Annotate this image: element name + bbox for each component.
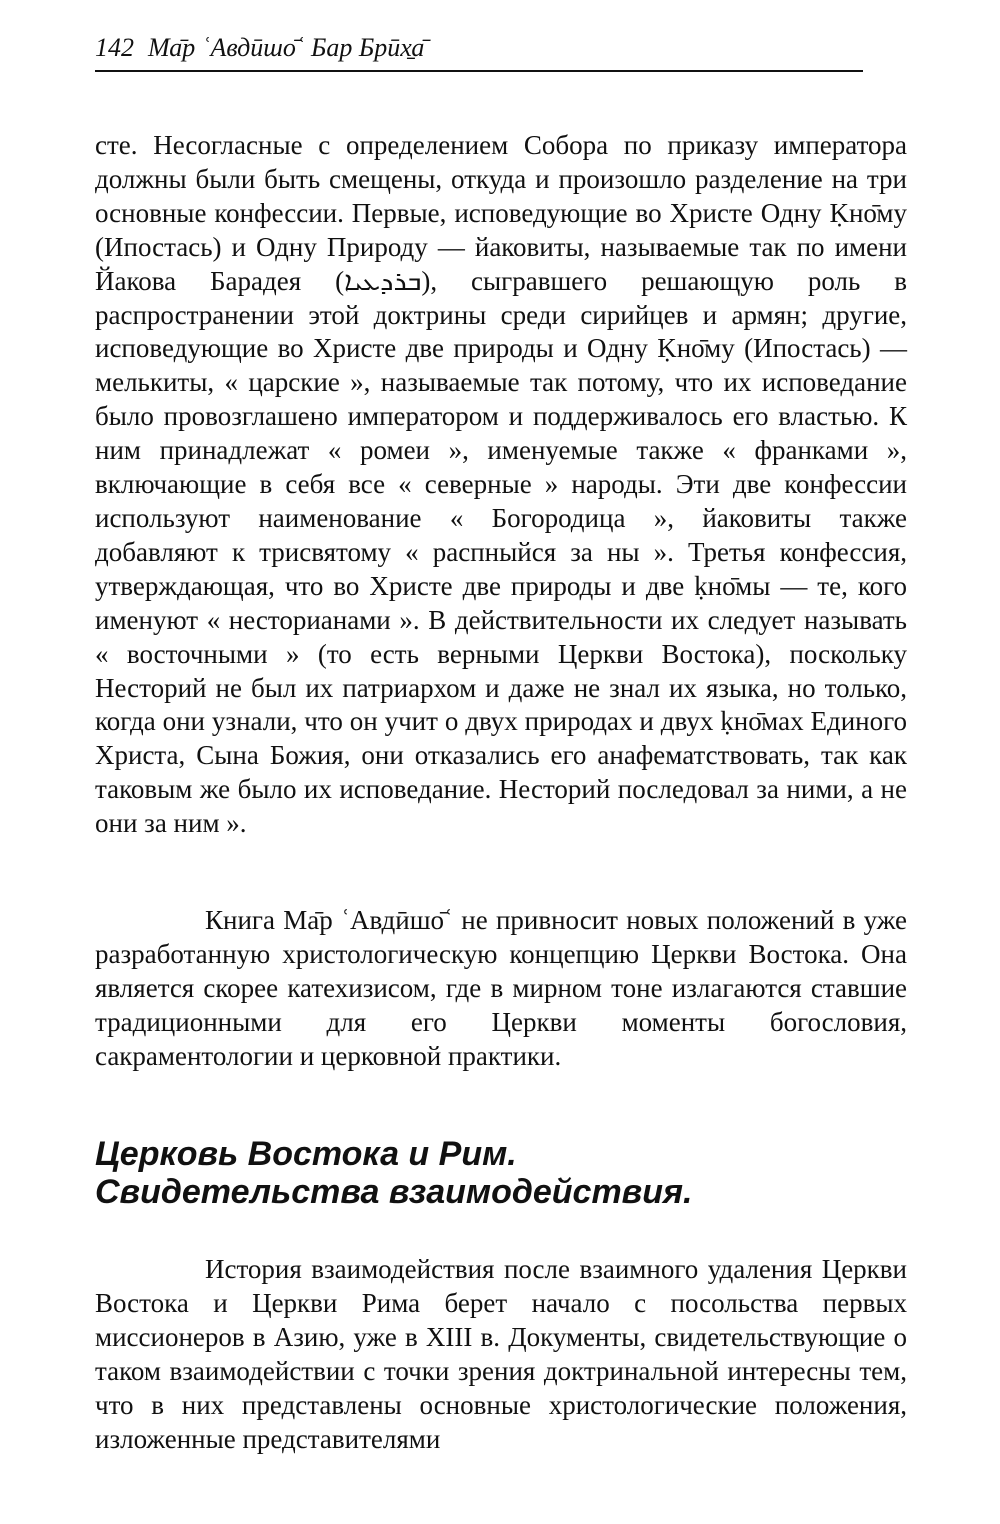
page-number: 142 [95,33,134,62]
running-head [95,30,863,72]
body-paragraph-1: сте. Несогласные с определением Собора по приказу императора должны были быть смещены, откуда и произошло разделение на три основные конфессии. Первые, исповедующие во Христе Одну Ḳно̄му (Ипостась) и Одну Природу — йаковиты, называемые так по имени Йакова Барадея (ܒܪܕܥܝܐ), сыгравшего решающую роль в распространении этой доктрины среди сирийцев и армян; другие, исповедующие во Христе две природы и Одну Ḳно̄му (Ипостась) — мелькиты, « царские », называемые так потому, что их исповедание было провозглашено императором и поддерживалось его властью. К ним принадлежат « ромеи », именуемые также « франками », включающие в себя все « северные » народы. Эти две конфессии используют наименование « Богородица », йаковиты также добавляют к трисвятому « распныйся за ны ». Третья конфессия, утверждающая, что во Христе две природы и две ḳно̄мы — те, кого именуют « несторианами ». В действительности их следует называть « восточными » (то есть верными Церкви Востока), поскольку Несторий не был их патриархом и даже не знал их языка, но только, когда они узнали, что он учит о двух природах и двух ḳно̄мах Единого Христа, Сына Божия, они отказались его анафематствовать, так как таковым же было их исповедание. Несторий последовал за ними, а не они за ним ». [95,130,907,839]
body-paragraph-3: История взаимодействия после взаимного удаления Церкви Востока и Церкви Рима берет начало с посольства первых миссионеров в Азию, уже в XIII в. Документы, свидетельствующие о таком взаимодействии с точки зрения доктринальной интересны тем, что в них представлены основные христологические положения, изложенные представителями [95,1254,907,1454]
running-title: Ма̄р ʿАвдӣшо̄ʿ Бар Брӣх̱а̄ [148,33,425,62]
section-heading-line-1: Церковь Востока и Рим. [95,1135,517,1173]
section-heading-line-2: Свидетельства взаимодействия. [95,1173,693,1211]
section-heading [95,1135,907,1211]
body-paragraph-2: Книга Ма̄р ʿАвдӣшо̄ʿ не привносит новых положений в уже разработанную христологическую концепцию Церкви Востока. Она является скорее катехизисом, где в мирном тоне излагаются ставшие традиционными для его Церкви моменты богословия, сакраментологии и церковной практики. [95,905,907,1071]
